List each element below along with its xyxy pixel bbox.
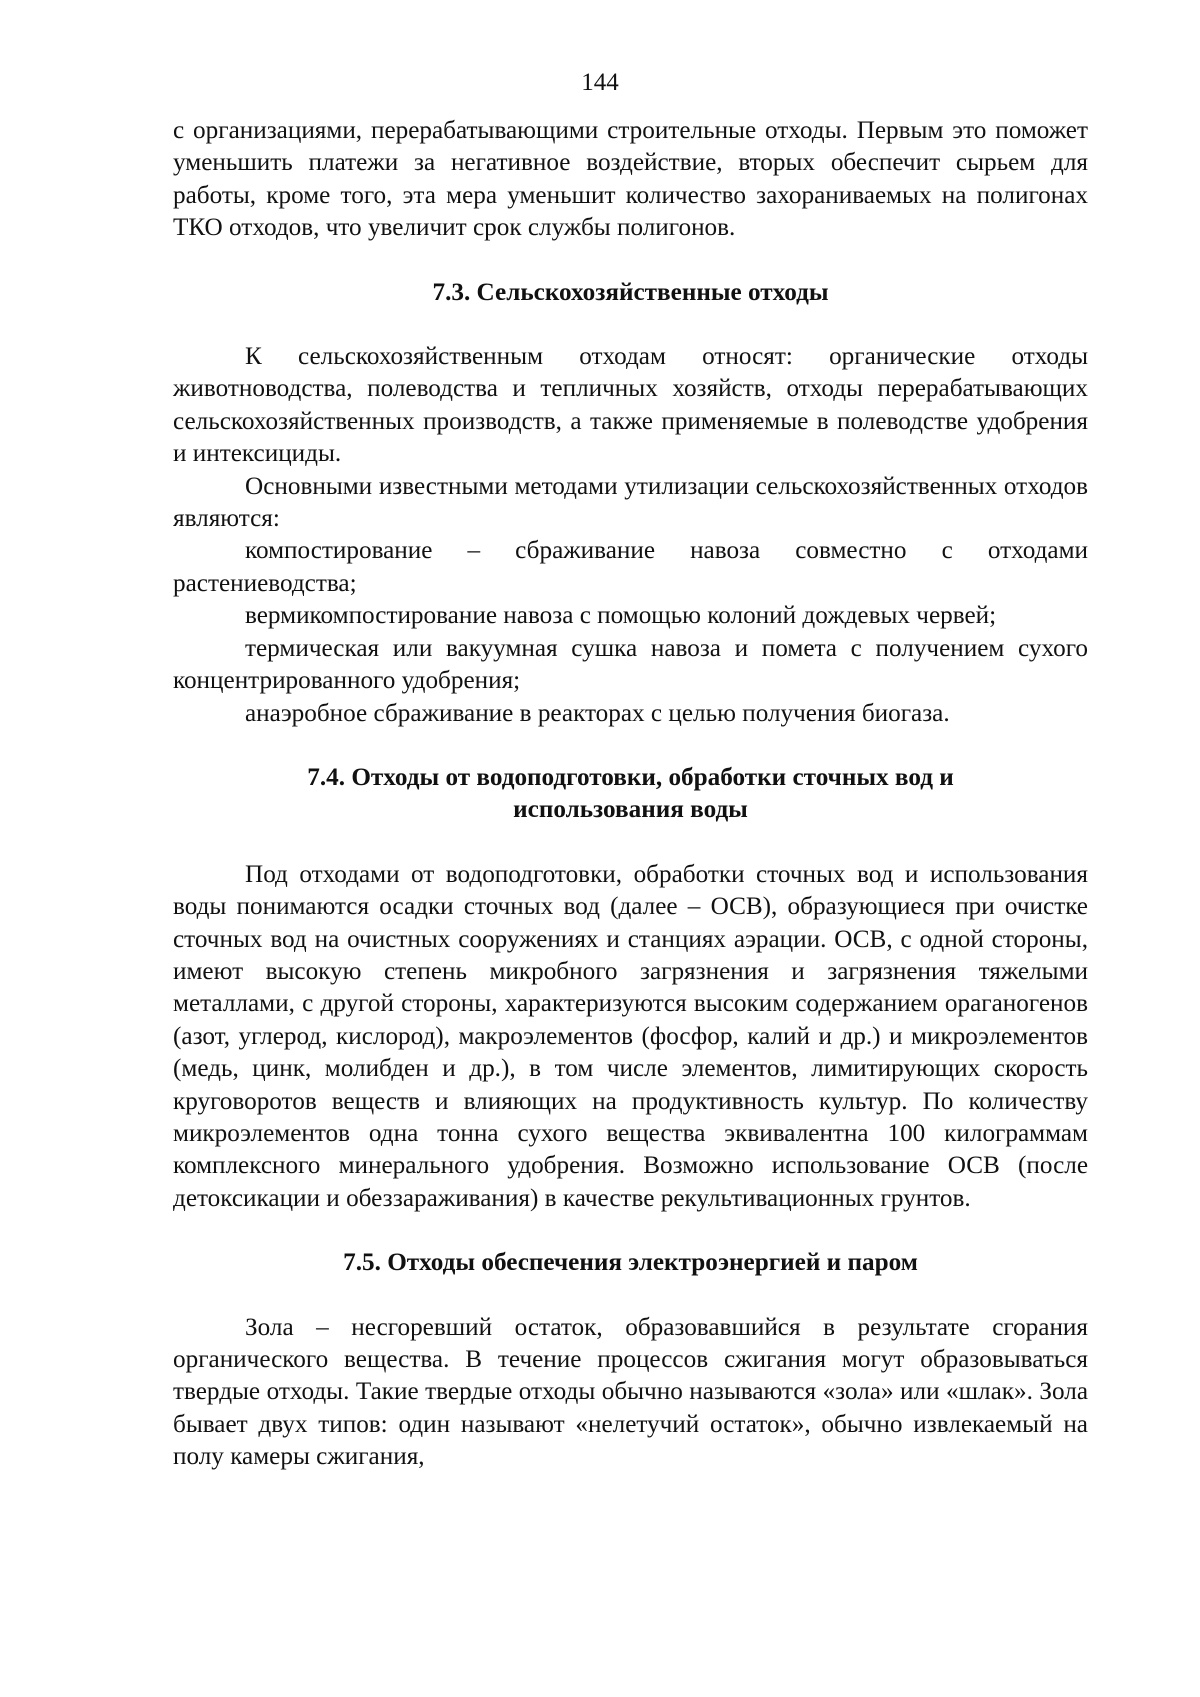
paragraph-intro-continuation: с организациями, перерабатывающими строительные отходы. Первым это поможет уменьшить платежи за негативное воздействие, вторых обеспечит сырьем для работы, кроме того, эта мера уменьшит количество захораниваемых на полигонах ТКО отходов, что увеличит срок службы полигонов. xyxy=(173,117,1088,242)
paragraph-agricultural-waste-definition: К сельскохозяйственным отходам относят: органические отходы животноводства, полеводства и тепличных хозяйств, отходы перерабатывающих сельскохозяйственных производств, а также применяемые в полеводстве удобрения и интексициды. xyxy=(173,343,1088,468)
page-content xyxy=(173,115,1088,1474)
list-item-anaerobic-digestion: анаэробное сбраживание в реакторах с целью получения биогаза. xyxy=(245,699,950,727)
section-heading-7-4-line-1: 7.4. Отходы от водоподготовки, обработки сточных вод и xyxy=(307,763,954,791)
section-heading-7-5: 7.5. Отходы обеспечения электроэнергией и паром xyxy=(343,1249,918,1277)
section-heading-7-3: 7.3. Сельскохозяйственные отходы xyxy=(432,278,829,306)
list-item-drying: термическая или вакуумная сушка навоза и помета с получением сухого концентрированного удобрения; xyxy=(173,634,1088,695)
list-item-vermicomposting: вермикомпостирование навоза с помощью колоний дождевых червей; xyxy=(245,602,997,630)
paragraph-utilization-methods-intro: Основными известными методами утилизации сельскохозяйственных отходов являются: xyxy=(173,472,1088,533)
list-item-composting: компостирование – сбраживание навоза совместно с отходами растениеводства; xyxy=(173,537,1088,597)
page-number: 144 xyxy=(581,69,619,96)
section-heading-7-4-line-2: использования воды xyxy=(513,796,748,824)
paragraph-sewage-sludge: Под отходами от водоподготовки, обработки сточных вод и использования воды понимаются осадки сточных вод (далее – ОСВ), образующиеся при очистке сточных вод на очистных сооружениях и станциях аэрации. ОСВ, с одной стороны, имеют высокую степень микробного загрязнения и загрязнения тяжелыми металлами, с другой стороны, характеризуются высоким содержанием ораганогенов (азот, углерод, кислород), макроэлементов (фосфор, калий и др.) и микроэлементов (медь, цинк, молибден и др.), в том числе элементов, лимитирующих скорость круговоротов веществ и влияющих на продуктивность культур. По количеству микроэлементов одна тонна сухого вещества эквивалентна 100 килограммам комплексного минерального удобрения. Возможно использование ОСВ (после детоксикации и обеззараживания) в качестве рекультивационных грунтов. xyxy=(173,860,1088,1212)
paragraph-ash: Зола – несгоревший остаток, образовавшийся в результате сгорания органического вещества. В течение процессов сжигания могут образовываться твердые отходы. Такие твердые отходы обычно называются «зола» или «шлак». Зола бывает двух типов: один называют «нелетучий остаток», обычно извлекаемый на полу камеры сжигания, xyxy=(173,1313,1088,1471)
section-heading-7-4 xyxy=(173,762,1088,827)
